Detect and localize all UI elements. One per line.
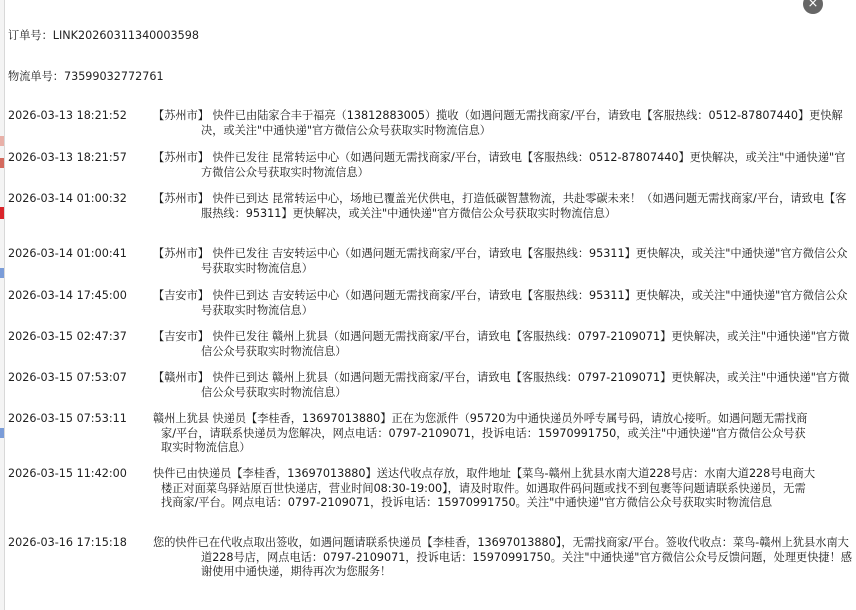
timeline-time: 2026-03-15 11:42:00 (8, 467, 127, 480)
edge-marker (0, 136, 4, 146)
timeline-description: 您的快件已在代收点取出签收，如遇问题请联系快递员【李桂香，13697013880】，无需找商家/平台。签收代收点：菜鸟-赣州上犹县水南大道228号店，网点电话：0797-2109071，投诉电话：15970991750。关注"中通快递"官方微信公众号反馈问题，处理更快捷！感谢使用中通快递，期待再次为您服务！ (153, 536, 852, 579)
tracking-number (8, 68, 164, 84)
timeline-description: 快件已由快递员【李桂香，13697013880】送达代收点存放，取件地址【菜鸟-赣州上犹县水南大道228号店：水南大道228号电商大楼正对面菜鸟驿站原百世快递店，营业时间08:30-19:00】，请及时取件。如遇取件码问题或找不到包裹等问题请联系快递员，无需找商家/平台。网点电话：0797-2109071，投诉电话：15970991750。关注"中通快递"官方微信公众号获取实时物流信息 (153, 467, 816, 510)
timeline-time: 2026-03-14 01:00:32 (8, 192, 127, 205)
edge-marker (0, 158, 4, 168)
close-button[interactable]: × (803, 0, 823, 14)
timeline-time: 2026-03-15 07:53:11 (8, 412, 127, 425)
timeline-description: 【吉安市】 快件已到达 吉安转运中心（如遇问题无需找商家/平台，请致电【客服热线：95311】更快解决，或关注"中通快递"官方微信公众号获取实时物流信息） (153, 289, 848, 317)
timeline-description: 【赣州市】 快件已到达 赣州上犹县（如遇问题无需找商家/平台，请致电【客服热线：0797-2109071】更快解决，或关注"中通快递"官方微信公众号获取实时物流信息） (153, 371, 850, 399)
timeline-description: 赣州上犹县 快递员【李桂香，13697013880】正在为您派件（95720为中通快递员外呼专属号码，请放心接听。如遇问题无需找商家/平台，请联系快递员为您解决，网点电话：0797-2109071，投诉电话：15970991750，或关注"中通快递"官方微信公众号获取实时物流信息） (153, 412, 808, 455)
edge-marker (0, 428, 4, 438)
tracking-number-value: 73599032772761 (63, 70, 164, 83)
left-window-edge (0, 0, 5, 610)
timeline-time: 2026-03-15 07:53:07 (8, 371, 127, 384)
timeline-time: 2026-03-15 02:47:37 (8, 330, 127, 343)
timeline-description: 【苏州市】 快件已发往 吉安转运中心（如遇问题无需找商家/平台，请致电【客服热线：95311】更快解决，或关注"中通快递"官方微信公众号获取实时物流信息） (153, 247, 848, 275)
timeline-time: 2026-03-14 17:45:00 (8, 289, 127, 302)
timeline-time: 2026-03-13 18:21:57 (8, 151, 127, 164)
timeline-time: 2026-03-16 17:15:18 (8, 536, 127, 549)
timeline-description: 【苏州市】 快件已由陆家合丰于福亮（13812883005）揽收（如遇问题无需找商家/平台，请致电【客服热线：0512-87807440】更快解决，或关注"中通快递"官方微信公众号获取实时物流信息） (153, 109, 843, 137)
timeline-description: 【吉安市】 快件已发往 赣州上犹县（如遇问题无需找商家/平台，请致电【客服热线：0797-2109071】更快解决，或关注"中通快递"官方微信公众号获取实时物流信息） (153, 330, 850, 358)
edge-marker (0, 207, 4, 219)
order-number-label: 订单号： (8, 29, 53, 42)
edge-marker (0, 268, 4, 278)
order-number-value: LINK20260311340003598 (52, 29, 200, 42)
tracking-number-label: 物流单号： (8, 70, 64, 83)
timeline-description: 【苏州市】 快件已到达 昆常转运中心，场地已覆盖光伏供电，打造低碳智慧物流，共赴零碳未来！（如遇问题无需找商家/平台，请致电【客服热线：95311】更快解决，或关注"中通快递"官方微信公众号获取实时物流信息） (153, 192, 847, 220)
timeline-time: 2026-03-14 01:00:41 (8, 247, 127, 260)
order-number (8, 27, 199, 43)
timeline-description: 【苏州市】 快件已发往 昆常转运中心（如遇问题无需找商家/平台，请致电【客服热线：0512-87807440】更快解决，或关注"中通快递"官方微信公众号获取实时物流信息） (153, 151, 846, 179)
timeline-time: 2026-03-13 18:21:52 (8, 109, 127, 122)
